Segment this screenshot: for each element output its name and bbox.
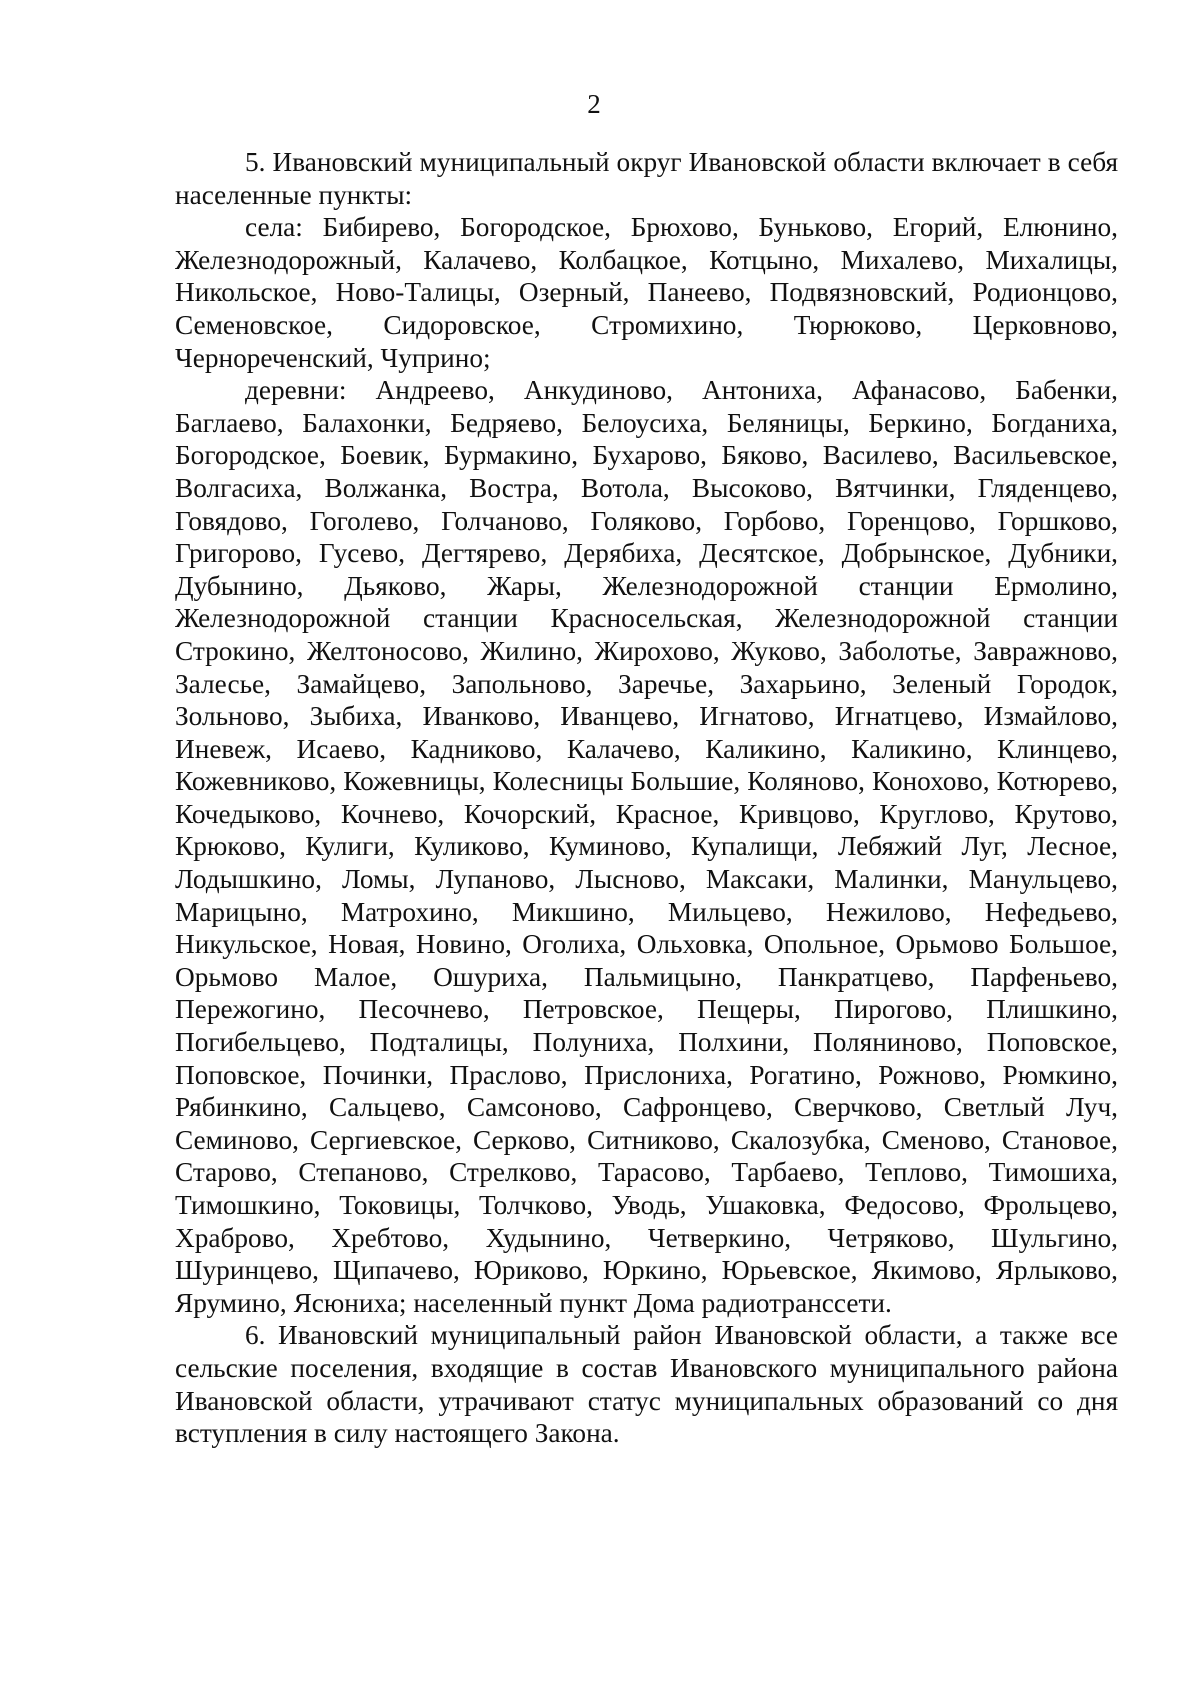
paragraph-6: 6. Ивановский муниципальный район Ивановской области, а также все сельские поселения, входящие в состав Ивановского муниципального района Ивановской области, утрачивают статус муниципальных образований со дня вступления в силу настоящего Закона. bbox=[175, 1320, 1118, 1449]
paragraph-villages-derevni: деревни: Андреево, Анкудиново, Антониха, Афанасово, Бабенки, Баглаево, Балахонки, Бедряево, Белоусиха, Беляницы, Беркино, Богданиха, Богородское, Боевик, Бурмакино, Бухарово, Бяково, Василево, Васильевское, Волгасиха, Волжанка, Востра, Вотола, Высоково, Вятчинки, Гляденцево, Говядово, Гоголево, Голчаново, Голяково, Горбово, Горенцово, Горшково, Григорово, Гусево, Дегтярево, Дерябиха, Десятское, Добрынское, Дубники, Дубынино, Дьяково, Жары, Железнодорожной станции Ермолино, Железнодорожной станции Красносельская, Железнодорожной станции Строкино, Желтоносово, Жилино, Жирохово, Жуково, Заболотье, Завражново, Залесье, Замайцево, Запольново, Заречье, Захарьино, Зеленый Городок, Зольново, Зыбиха, Иванково, Иванцево, Игнатово, Игнатцево, Измайлово, Иневеж, Исаево, Кадниково, Калачево, Каликино, Каликино, Клинцево, Кожевниково, Кожевницы, Колесницы Большие, Коляново, Конохово, Котюрево, Кочедыково, Кочнево, Кочорский, Красное, Кривцово, Круглово, Крутово, Крюково, Кулиги, Куликово, Куминово, Купалищи, Лебяжий Луг, Лесное, Лодышкино, Ломы, Лупаново, Лысново, Максаки, Малинки, Манульцево, Марицыно, Матрохино, Микшино, Мильцево, Нежилово, Нефедьево, Никульское, Новая, Новино, Оголиха, Ольховка, Опольное, Орьмово Большое, Орьмово Малое, Ошуриха, Пальмицыно, Панкратцево, Парфеньево, Пережогино, Песочнево, Петровское, Пещеры, Пирогово, Плишкино, Погибельцево, Подталицы, Полуниха, Полхини, Поляниново, Поповское, Поповское, Починки, Праслово, Прислониха, Рогатино, Рожново, Рюмкино, Рябинкино, Сальцево, Самсоново, Сафронцево, Сверчково, Светлый Луч, Семиново, Сергиевское, Серково, Ситниково, Скалозубка, Сменово, Становое, Старово, Степаново, Стрелково, Тарасово, Тарбаево, Теплово, Тимошиха, Тимошкино, Токовицы, Толчково, Уводь, Ушаковка, Федосово, Фрольцево, Храброво, Хребтово, Худынино, Четверкино, Четряково, Шульгино, Шуринцево, Щипачево, Юриково, Юркино, Юрьевское, Якимово, Ярлыково, Ярумино, Ясюниха; населенный пункт Дома радиотранссети. bbox=[175, 375, 1118, 1318]
paragraph-5-intro: 5. Ивановский муниципальный округ Ивановской области включает в себя населенные пункты: bbox=[175, 147, 1118, 210]
paragraph-villages-sela: села: Бибирево, Богородское, Брюхово, Буньково, Егорий, Елюнино, Железнодорожный, Калачево, Колбацкое, Котцыно, Михалево, Михалицы, Никольское, Ново-Талицы, Озерный, Панеево, Подвязновский, Родионцово, Семеновское, Сидоровское, Стромихино, Тюрюково, Церковново, Чернореченский, Чуприно; bbox=[175, 212, 1118, 373]
page-number: 2 bbox=[587, 89, 601, 119]
document-body bbox=[175, 146, 1118, 1450]
